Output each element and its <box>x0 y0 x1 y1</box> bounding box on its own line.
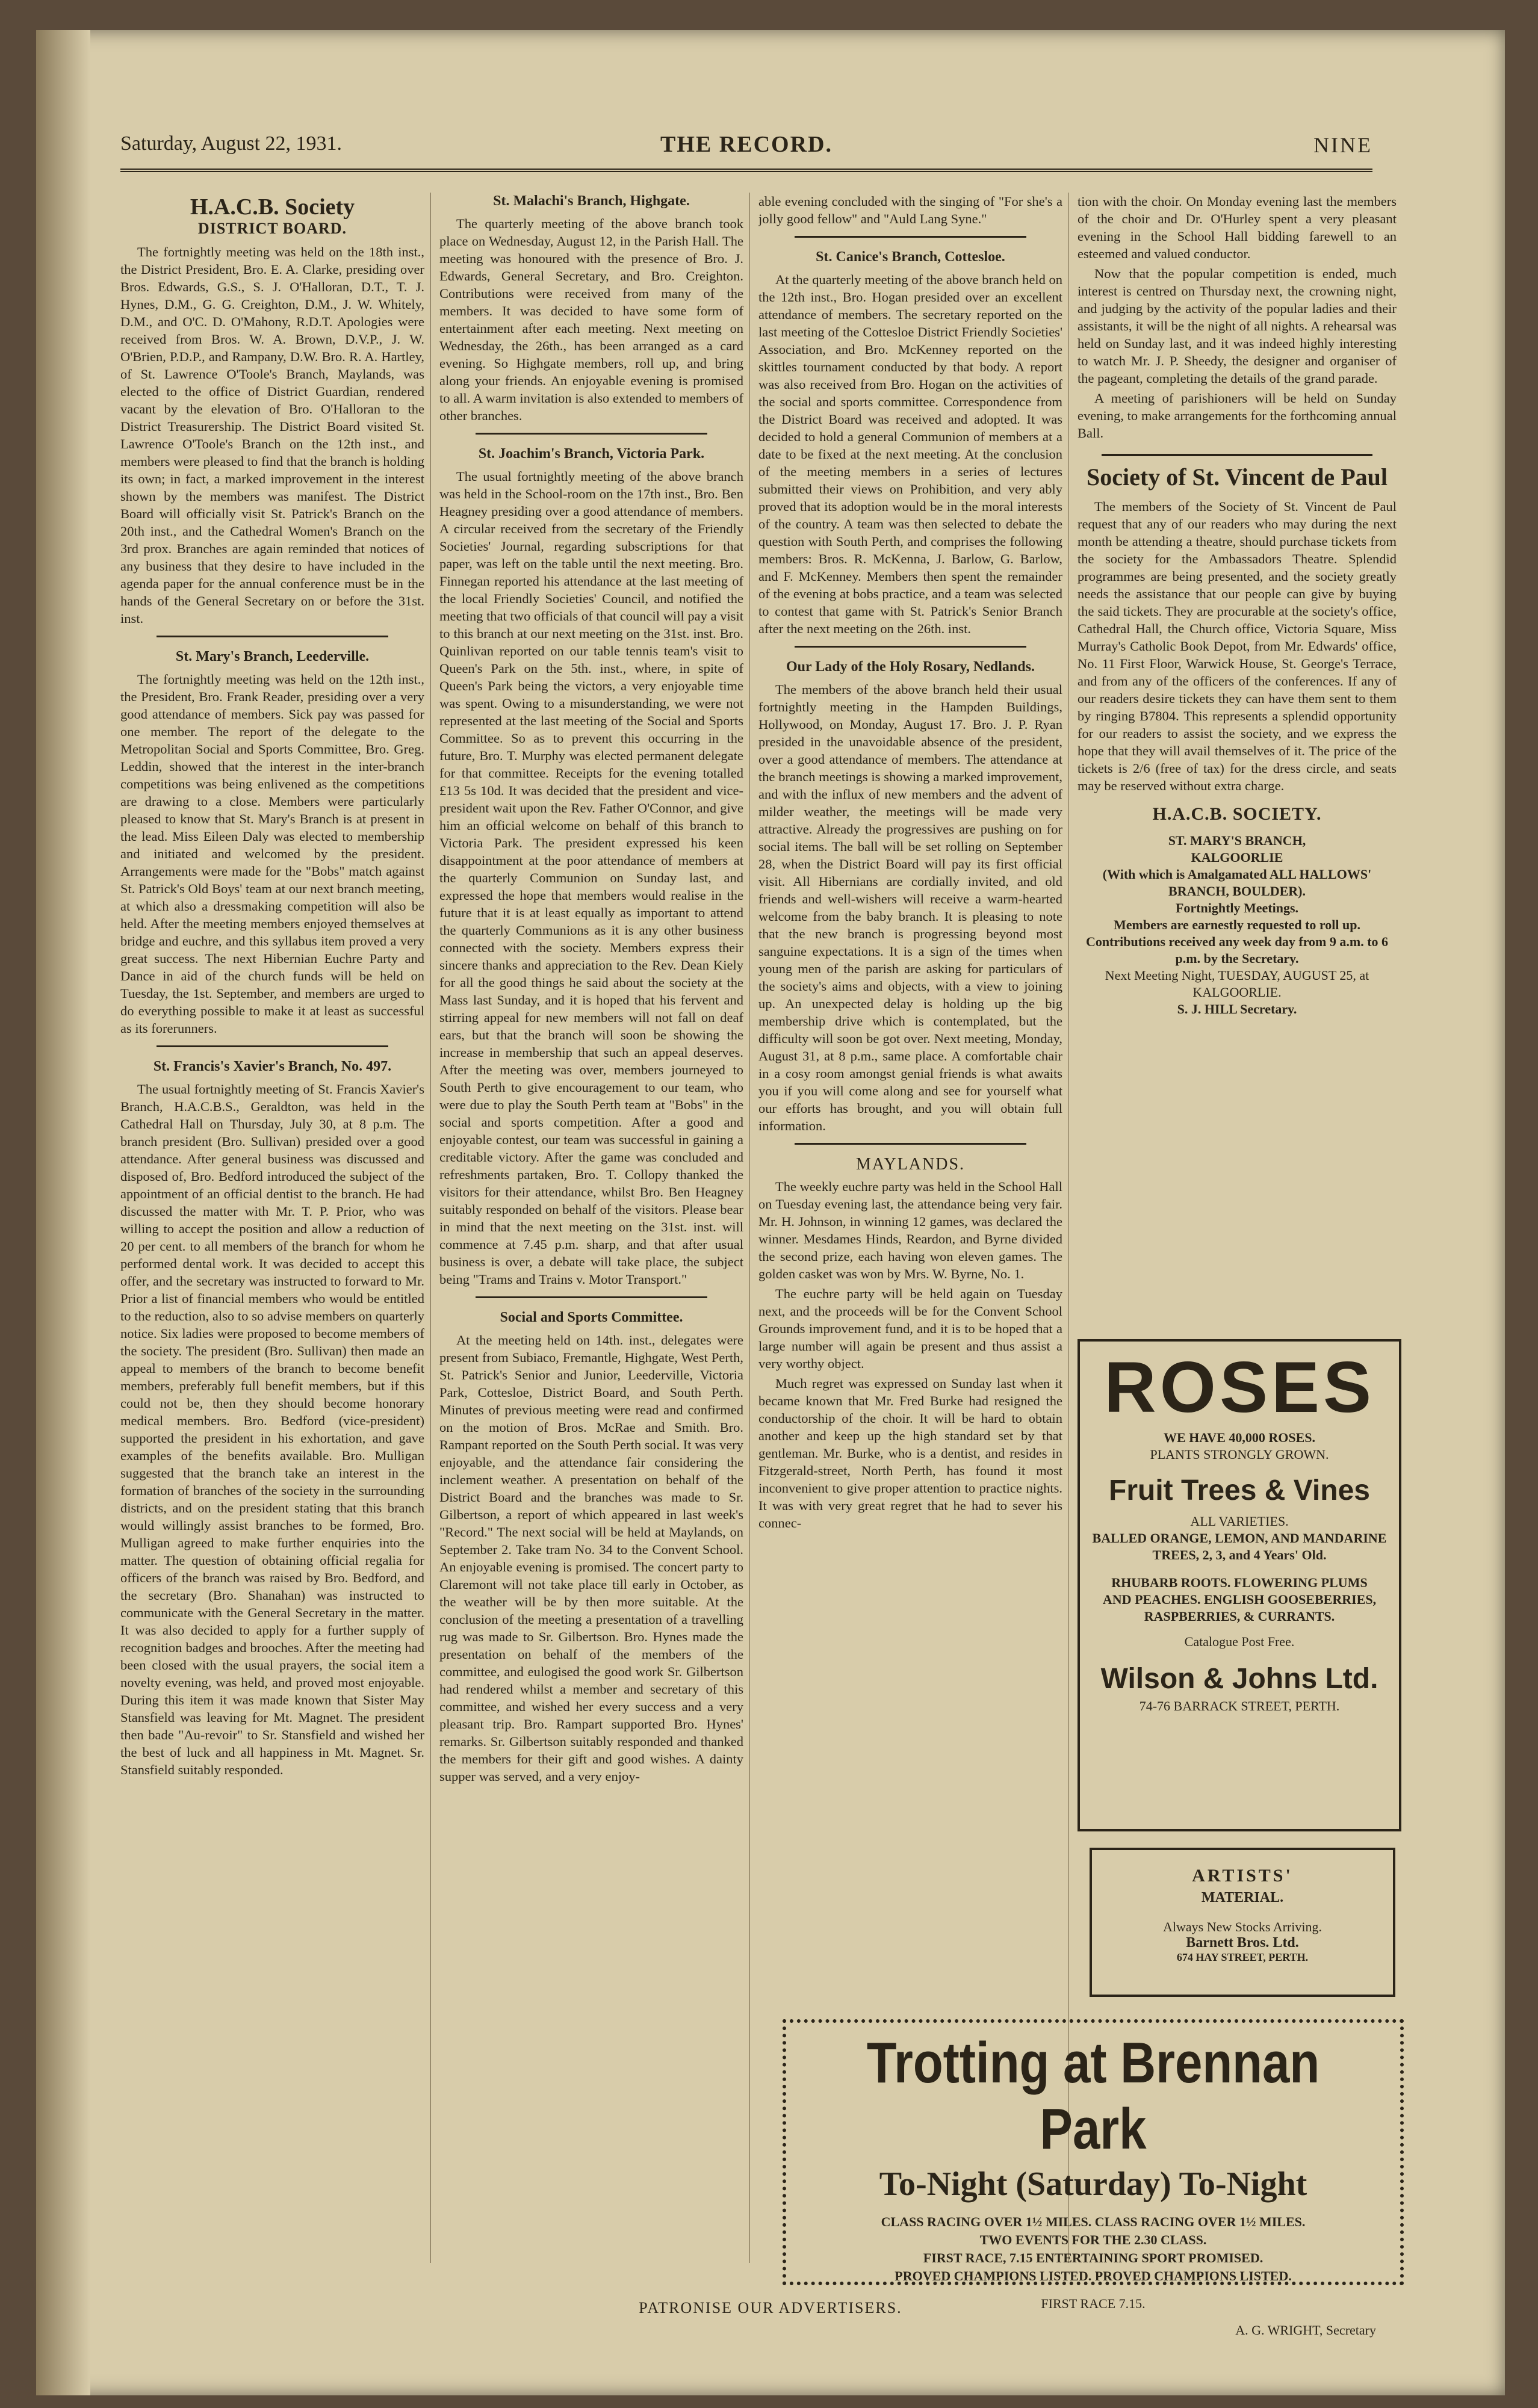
column-rule <box>430 193 431 2263</box>
ad-line: FIRST RACE, 7.15 ENTERTAINING SPORT PROMISED. <box>923 2250 1264 2265</box>
article-heading: St. Joachim's Branch, Victoria Park. <box>478 446 705 462</box>
trotting-advertisement <box>783 2019 1404 2338</box>
article-paragraph: The members of the above branch held their usual fortnightly meeting in the Hampden Buildings, Hollywood, on Monday, August 17. Bro. J. P. Ryan presided in the unavoidable absence of the president, over a good attendance of members. The attendance at the branch meetings is showing a marked improvement, and with the influx of new members and the advent of milder weather, the meetings will be made very attractive. Already the progressives are pushing on for social items. The ball will be set rolling on September 28, when the District Board will pay its first official visit. All Hibernians are cordially invited, and old friends and well-wishers will receive a warm-hearted welcome from the baby branch. It is pleasing to note that the new branch is progressing beyond most sanguine expectations. It is a sign of the times when young men of the parish are asking for particulars of the society's aims and objects, with a view to joining up. An unexpected delay is holding up the big membership drive which is contemplated, but the difficulty will soon be got over. Next meeting, Monday, August 31, at 8 p.m., same place. A comfortable chair in a cosy room amongst genial friends is what awaits you if you will come along and see for yourself what our efforts has brought, and you will obtain full information. <box>758 682 1062 1133</box>
article-paragraph: The members of the Society of St. Vincent de Paul request that any of our readers who may during the next month be attending a theatre, should purchase tickets from the society for the Ambassadors Theatre. Splendid programmes are being presented, and the society greatly needs the assistance that our people can give by buying the said tickets. They are procurable at the society's office, Cathedral Hall, the Church office, Victoria Square, Miss Murray's Catholic Book Depot, from Mr. Edwards' office, No. 11 First Floor, Warwick House, St. George's Terrace, and from any of the officers of the conferences. If any of our readers desire tickets they can have them sent to them by ringing B7804. This represents a splendid opportunity for our readers to assist the society, and we express the hope that they will avail themselves of it. The price of the tickets is 2/6 (free of tax) for the dress circle, and seats may be reserved without extra charge. <box>1078 499 1397 793</box>
page-header <box>120 126 1372 172</box>
notice-line: Contributions received any week day from 9 a.m. to 6 p.m. by the Secretary. <box>1085 934 1389 966</box>
article-paragraph: The euchre party will be held again on Tuesday next, and the proceeds will be for the Convent School Grounds improvement fund, and it is to be hoped that a large number will again be present and thus assist a very worthy object. <box>758 1286 1062 1371</box>
ad-signature: A. G. WRIGHT, Secretary <box>1235 2323 1376 2338</box>
ad-line: FIRST RACE 7.15. <box>1041 2296 1146 2311</box>
notice-line: ST. MARY'S BRANCH, <box>1168 833 1306 848</box>
article-heading: St. Francis's Xavier's Branch, No. 497. <box>153 1059 392 1074</box>
ad-subheadline: Fruit Trees & Vines <box>1109 1475 1370 1506</box>
article-paragraph: At the meeting held on 14th. inst., delegates were present from Subiaco, Fremantle, Highgate, West Perth, St. Patrick's Senior and Junior, Leederville, Victoria Park, Cottesloe, District Board, and South Perth. Minutes of previous meeting were read and confirmed on the motion of Bros. McRae and Smith. Bro. Rampant reported on the South Perth social. It was very enjoyable, and the attendance fair considering the inclement weather. A presentation on behalf of the District Board and the branches was made to Sr. Gilbertson, a report of which appeared in last week's "Record." The next social will be held at Maylands, on September 2. Take tram No. 34 to the Convent School. An enjoyable evening is promised. The concert party to Claremont will not take place till early in October, as the weather will be by then more suitable. At the conclusion of the meeting a presentation of a travelling rug was made to Sr. Gilbertson. Bro. Hynes made the presentation on behalf of the members of the committee, and eulogised the good work Sr. Gilbertson had rendered whilst a member and secretary of this committee, and wished her every success and a very pleasant trip. Bro. Rampart supported Bro. Hynes' remarks. Sr. Gilbertson suitably responded and thanked the members for their gift and good wishes. A dainty supper was served, and a very enjoy- <box>439 1332 743 1784</box>
article-heading: St. Mary's Branch, Leederville. <box>175 649 370 664</box>
article-paragraph: The quarterly meeting of the above branch took place on Wednesday, August 12, in the Parish Hall. The meeting was honoured with the presence of Bro. J. Edwards, General Secretary, and Bro. Creighton. Contributions were received from many of the members. It was decided to have some form of entertainment after each meeting. Next meeting on Wednesday, the 26th., has been arranged as a card evening. So Highgate members, roll up, and bring along your friends. An enjoyable evening is promised to all. A warm invitation is also extended to members of other branches. <box>439 216 743 423</box>
notice-line: Members are earnestly requested to roll up. <box>1114 917 1360 932</box>
article-heading: St. Malachi's Branch, Highgate. <box>493 193 690 209</box>
column-1 <box>120 193 424 2281</box>
ad-headline: ROSES <box>1103 1347 1375 1428</box>
roses-advertisement <box>1078 1339 1401 1831</box>
column-4 <box>1078 193 1397 1330</box>
ad-address: 674 HAY STREET, PERTH. <box>1176 1951 1309 1963</box>
ad-headline: ARTISTS' <box>1192 1866 1293 1886</box>
article-paragraph: Much regret was expressed on Sunday last when it became known that Mr. Fred Burke had resigned the conductorship of the choir. It will be hard to obtain another and keep up the high standard set by that gentleman. Mr. Burke, who is a dentist, and resides in Fitzgerald-street, North Perth, has found it most inconvenient to give proper attention to practice nights. It was with very great regret that he had to sever his connec- <box>758 1376 1062 1531</box>
ad-line: Always New Stocks Arriving. <box>1163 1919 1322 1934</box>
divider <box>476 433 707 435</box>
ad-line: BALLED ORANGE, LEMON, AND MANDARINE TREES, 2, 3, and 4 Years' Old. <box>1092 1531 1387 1562</box>
notice-line: Fortnightly Meetings. <box>1175 900 1299 915</box>
divider <box>795 646 1026 648</box>
article-paragraph: tion with the choir. On Monday evening last the members of the choir and Dr. O'Hurley spent a very pleasant evening in the School Hall bidding farewell to an esteemed and valued conductor. <box>1078 194 1397 261</box>
ad-line: ALL VARIETIES. <box>1190 1514 1289 1529</box>
article-heading: St. Canice's Branch, Cottesloe. <box>816 249 1005 265</box>
page-number: NINE <box>1313 133 1372 157</box>
page-footer: PATRONISE OUR ADVERTISERS. <box>639 2299 902 2317</box>
ad-line: WE HAVE 40,000 ROSES. <box>1163 1430 1316 1445</box>
divider <box>1102 454 1372 456</box>
article-paragraph: The usual fortnightly meeting of St. Francis Xavier's Branch, H.A.C.B.S., Geraldton, was held in the Cathedral Hall on Thursday, July 30, at 8 p.m. The branch president (Bro. Sullivan) presided over a good attendance. After general business was discussed and disposed of, Bro. Bedford introduced the subject of the appointment of an official dentist to the branch. He had discussed the matter with Mr. T. P. Prior, who was willing to accept the position and allow a reduction of 20 per cent. to all members of the branch for whom he performed dental work. It was decided to accept this offer, and the secretary was instructed to forward to Mr. Prior a list of financial members who would be entitled to the reduction, also to so advise members on quarterly notice. Six ladies were proposed to become members of the society. The president (Bro. Sullivan) then made an appeal to members of the branch to become benefit members, preferably full benefit members, but if this could not be, then they should become honorary medical members. Bro. Bedford (vice-president) supported the president in his exhortation, and gave examples of the benefits available. Bro. Mulligan suggested that the branch take an interest in the formation of branches of the society in the surrounding districts, and on the president stating that this branch would willingly assist branches to be formed, Bro. Mulligan agreed to make further enquiries into the matter. The question of obtaining official regalia for officers of the branch was raised by Bro. Bedford, and the secretary (Bro. Shanahan) was instructed to communicate with the General Secretary in the matter. It was also decided to apply for a further supply of recognition badges and brooches. After the meeting had been closed with the usual prayers, the social item a novelty evening, was held, and proved most enjoyable. During this item it was made known that Sister May Stansfield was leaving for Mt. Magnet. The president then bade "Au-revoir" to Sr. Stansfield and wished her the best of luck and all happiness in Mt. Magnet. Sr. Stansfield suitably responded. <box>120 1082 424 1777</box>
notice-title: H.A.C.B. SOCIETY. <box>1152 804 1322 824</box>
ad-address: 74-76 BARRACK STREET, PERTH. <box>1139 1698 1340 1713</box>
divider <box>157 1045 388 1047</box>
divider <box>476 1296 707 1298</box>
section-subtitle: DISTRICT BOARD. <box>197 220 347 237</box>
article-heading: Social and Sports Committee. <box>500 1310 683 1325</box>
ad-company: Wilson & Johns Ltd. <box>1100 1663 1378 1695</box>
paper-name: THE RECORD. <box>660 132 833 157</box>
article-paragraph: A meeting of parishioners will be held on Sunday evening, to make arrangements for the forthcoming annual Ball. <box>1078 391 1397 441</box>
ad-headline: Trotting at Brennan Park <box>866 2031 1320 2161</box>
page-gutter <box>36 30 90 2395</box>
article-paragraph: The fortnightly meeting was held on the 18th inst., the District President, Bro. E. A. Clarke, presiding over Bros. Edwards, G.S., S. J. O'Halloran, D.T., T. J. Hynes, D.M., G. G. Creighton, D.M., J. W. Whitely, D.M., and O'C. D. O'Mahony, R.D.T. Apologies were received from Bros. W. A. Brown, D.V.P., J. W. O'Brien, P.D.P., and Rampany, D.W. Bro. R. A. Hartley, of St. Lawrence O'Toole's Branch, Maylands, was elected to the office of District Guardian, rendered vacant by the elevation of Bro. O'Halloran to the District Treasurership. The District Board visited St. Lawrence O'Toole's Branch on the 12th inst., and members were pleased to find that the branch is holding its own; in fact, a marked improvement in the interest shown by the members was manifest. The District Board will officially visit St. Patrick's Branch on the 20th inst., and the Cathedral Women's Branch on the 3rd prox. Branches are again reminded that notices of any business that they desire to have included in the agenda paper for the annual conference must be in the hands of the General Secretary on or before the 31st. inst. <box>120 244 424 626</box>
article-paragraph: The fortnightly meeting was held on the 12th inst., the President, Bro. Frank Reader, presiding over a very good attendance of members. Sick pay was passed for one member. The report of the delegate to the Metropolitan Social and Sports Committee, Bro. Greg. Leddin, showed that the interest in the inter-branch competitions was being enlivened as the competitions are drawing to a close. Members were particularly pleased to know that St. Mary's Branch is at present in the lead. Miss Eileen Daly was elected to membership and initiated and welcomed by the president. Arrangements were made for the "Bobs" match against St. Patrick's Old Boys' team at our next branch meeting, at which also a dressmaking competition will also be held. After the meeting members enjoyed themselves at bridge and euchre, and this syllabus item proved a very great success. The next Hibernian Euchre Party and Dance in aid of the church funds will be held on Tuesday, the 1st. September, and members are urged to do everything possible to make it at least as successful as its forerunners. <box>120 672 424 1036</box>
artists-material-advertisement <box>1090 1848 1395 1997</box>
ad-subheadline: To-Night (Saturday) To-Night <box>879 2165 1307 2203</box>
article-paragraph: The usual fortnightly meeting of the above branch was held in the School-room on the 17th inst., Bro. Ben Heagney presiding over a good attendance of members. A circular received from the secretary of the Friendly Societies' Journal, regarding subscriptions for that paper, was left on the table until the next meeting. Bro. Finnegan reported his attendance at the last meeting of the local Friendly Societies' Council, and notified the meeting that two officials of that council will pay a visit to this branch at our next meeting on the 31st. inst. Bro. Quinlivan reported on our table tennis team's visit to Queen's Park on the 5th. inst., where, in spite of Queen's Park being the victors, a very enjoyable time was spent. Owing to a misunderstanding, we were not represented at the last meeting of the Social and Sports Committee. So as to prevent this occurring in the future, Bro. T. Murphy was elected permanent delegate for that committee. Receipts for the evening totalled £13 5s 10d. It was decided that the president and vice-president wait upon the Rev. Father O'Connor, and give him an official welcome on behalf of this branch to Victoria Park. The president expressed his keen disappointment at the poor attendance of members at the quarterly Communion on Sunday last, and expressed the hope that members would realise in the future that it is at least equally as important to attend the quarterly Communions as it is any other business connected with the society. Members express their sincere thanks and appreciation to the Rev. Dean Kiely for all the good things he said about the society at the Mass last Sunday, and it is hoped that his fervent and stirring appeal for new members will not fall on deaf ears, but that the branch will soon be showing the increase in membership that such an appeal deserves. After the meeting was over, members journeyed to South Perth to give encouragement to our team, who were due to play the South Perth team at "Bobs" in the social and sports competition. After a good and enjoyable contest, our team was successful in gaining a creditable victory. After the game was concluded and refreshments partaken, Bro. T. Collopy thanked the visitors for their attendance, whilst Bro. Ben Heagney suitably responded on behalf of the visitors. Please bear in mind that the next meeting on the 31st. inst. will commence at 7.45 p.m. sharp, and that after usual business is over, a debate will take place, the subject being "Trams and Trains v. Motor Transport." <box>439 469 743 1287</box>
ad-subheadline: MATERIAL. <box>1201 1890 1284 1905</box>
section-title: H.A.C.B. Society <box>190 194 355 220</box>
divider <box>795 1143 1026 1145</box>
notice-line: KALGOORLIE <box>1191 850 1283 865</box>
article-heading: Our Lady of the Holy Rosary, Nedlands. <box>786 659 1035 675</box>
section-title: Society of St. Vincent de Paul <box>1087 463 1388 491</box>
divider <box>157 636 388 637</box>
article-paragraph: The weekly euchre party was held in the School Hall on Tuesday evening last, the attendance being very fair. Mr. H. Johnson, in winning 12 games, was declared the winner. Mesdames Hinds, Reardon, and Byrne divided the second prize, each having won eleven games. The golden casket was won by Mrs. W. Byrne, No. 1. <box>758 1179 1062 1281</box>
notice-line: (With which is Amalgamated ALL HALLOWS' BRANCH, BOULDER). <box>1102 867 1372 899</box>
column-rule <box>749 193 750 2263</box>
ad-line: TWO EVENTS FOR THE 2.30 CLASS. <box>979 2232 1207 2247</box>
column-2 <box>439 193 743 2281</box>
ad-line: CLASS RACING OVER 1½ MILES. CLASS RACING OVER 1½ MILES. <box>881 2214 1306 2229</box>
notice-line: Next Meeting Night, TUESDAY, AUGUST 25, at KALGOORLIE. <box>1105 968 1369 1000</box>
divider <box>795 236 1026 238</box>
ad-company: Barnett Bros. Ltd. <box>1186 1935 1299 1951</box>
column-rule <box>1068 193 1069 2263</box>
ad-line: RHUBARB ROOTS. FLOWERING PLUMS AND PEACHES. ENGLISH GOOSEBERRIES, RASPBERRIES, & CURRANTS. <box>1102 1575 1377 1624</box>
ad-line: PROVED CHAMPIONS LISTED. PROVED CHAMPIONS LISTED. <box>895 2268 1292 2283</box>
newspaper-page <box>36 30 1505 2395</box>
column-3 <box>758 193 1062 2004</box>
issue-date: Saturday, August 22, 1931. <box>120 132 343 155</box>
ad-line: Catalogue Post Free. <box>1184 1634 1295 1649</box>
notice-signature: S. J. HILL Secretary. <box>1177 1001 1297 1017</box>
ad-line: PLANTS STRONGLY GROWN. <box>1150 1447 1329 1462</box>
article-paragraph: Now that the popular competition is ended, much interest is centred on Thursday next, the crowning night, and judging by the activity of the popular ladies and their assistants, it will be the night of all nights. A rehearsal was held on Sunday last, and it was indeed highly interesting to watch Mr. J. P. Sheedy, the designer and organiser of the pageant, completing the details of the grand parade. <box>1078 266 1397 386</box>
article-paragraph: able evening concluded with the singing of "For she's a jolly good fellow" and "Auld Lang Syne." <box>758 194 1062 226</box>
article-paragraph: At the quarterly meeting of the above branch held on the 12th inst., Bro. Hogan presided over an excellent attendance of members. The secretary reported on the last meeting of the Cottesloe District Friendly Societies' Association, and Bro. McKenney reported on the skittles tournament conducted by that body. A report was also received from Bro. Hogan on the activities of the social and sports committee. Correspondence from the District Board was received and adopted. It was decided to hold a general Communion of members at a date to be fixed at the next meeting. At the conclusion of the meeting members in a series of lectures submitted their views on Prohibition, and very ably proved that its adoption would be in the moral interests of the country. A team was then selected to debate the question with South Perth, and comprises the following members: Bros. R. McKenna, J. Barlow, G. Barlow, and F. McKenney. Members then spent the remainder of the evening at bobs practice, and a team was selected to contest that game with St. Patrick's Senior Branch after the next meeting on the 26th. inst. <box>758 272 1062 636</box>
article-heading: MAYLANDS. <box>855 1155 966 1174</box>
